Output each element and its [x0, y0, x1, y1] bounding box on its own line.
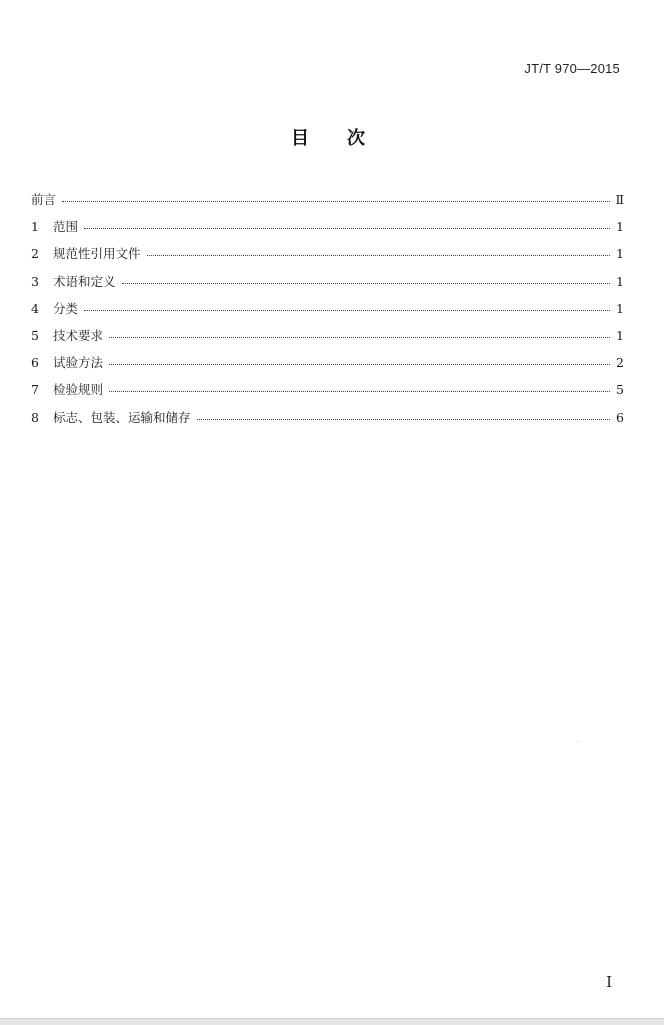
- toc-entry-page: 1: [616, 273, 624, 289]
- toc-entry-7[interactable]: [31, 376, 624, 403]
- toc-entry-3[interactable]: [31, 268, 624, 295]
- dot-leader: [109, 391, 610, 392]
- toc-title: 目次: [291, 128, 403, 149]
- toc-entry-6[interactable]: [31, 349, 624, 376]
- toc-entry-label: 标志、包装、运输和储存: [53, 409, 191, 425]
- toc-entry-2[interactable]: [31, 240, 624, 267]
- toc-entry-page: 6: [616, 409, 624, 425]
- dot-leader: [84, 310, 610, 311]
- page-number: I: [606, 973, 612, 991]
- toc-entry-1[interactable]: [31, 213, 624, 240]
- dot-leader: [122, 283, 610, 284]
- dot-leader: [84, 228, 610, 229]
- toc-entry-page: 1: [616, 327, 624, 343]
- toc-entry-number: 6: [31, 355, 39, 371]
- toc-entry-label: 技术要求: [53, 327, 104, 343]
- toc-entry-label: 分类: [53, 300, 79, 316]
- dot-leader: [147, 255, 610, 256]
- toc-entry-number: 4: [31, 300, 39, 316]
- toc-entry-foreword[interactable]: [31, 186, 624, 213]
- dot-leader: [109, 337, 610, 338]
- toc-entry-page: 2: [616, 355, 624, 371]
- toc-entry-number: 2: [31, 246, 39, 262]
- dot-leader: [62, 201, 609, 202]
- toc-entry-number: 8: [31, 409, 39, 425]
- toc-entry-8[interactable]: [31, 404, 624, 431]
- toc-entry-4[interactable]: [31, 295, 624, 322]
- toc-entry-number: 1: [31, 219, 39, 235]
- toc-entry-label: 前言: [31, 192, 57, 207]
- toc-entry-number: 3: [31, 273, 39, 289]
- toc-entry-5[interactable]: [31, 322, 624, 349]
- toc-entry-label: 试验方法: [53, 355, 104, 371]
- toc-entry-page: 1: [616, 246, 624, 262]
- toc-entry-label: 范围: [53, 219, 79, 235]
- toc-entry-number: 7: [31, 382, 39, 398]
- scan-speck: [578, 741, 579, 742]
- dot-leader: [197, 419, 610, 420]
- dot-leader: [109, 364, 610, 365]
- toc-entry-number: 5: [31, 327, 39, 343]
- toc-entry-label: 术语和定义: [53, 273, 116, 289]
- toc-entry-page: 1: [616, 219, 624, 235]
- standard-number: JT/T 970—2015: [524, 61, 620, 76]
- toc-entry-page: 5: [616, 382, 624, 398]
- toc-entry-label: 规范性引用文件: [53, 246, 141, 262]
- toc-entry-page: 1: [616, 300, 624, 316]
- toc-entry-page: Ⅱ: [615, 192, 624, 207]
- table-of-contents: [31, 186, 624, 431]
- toc-entry-label: 检验规则: [53, 382, 104, 398]
